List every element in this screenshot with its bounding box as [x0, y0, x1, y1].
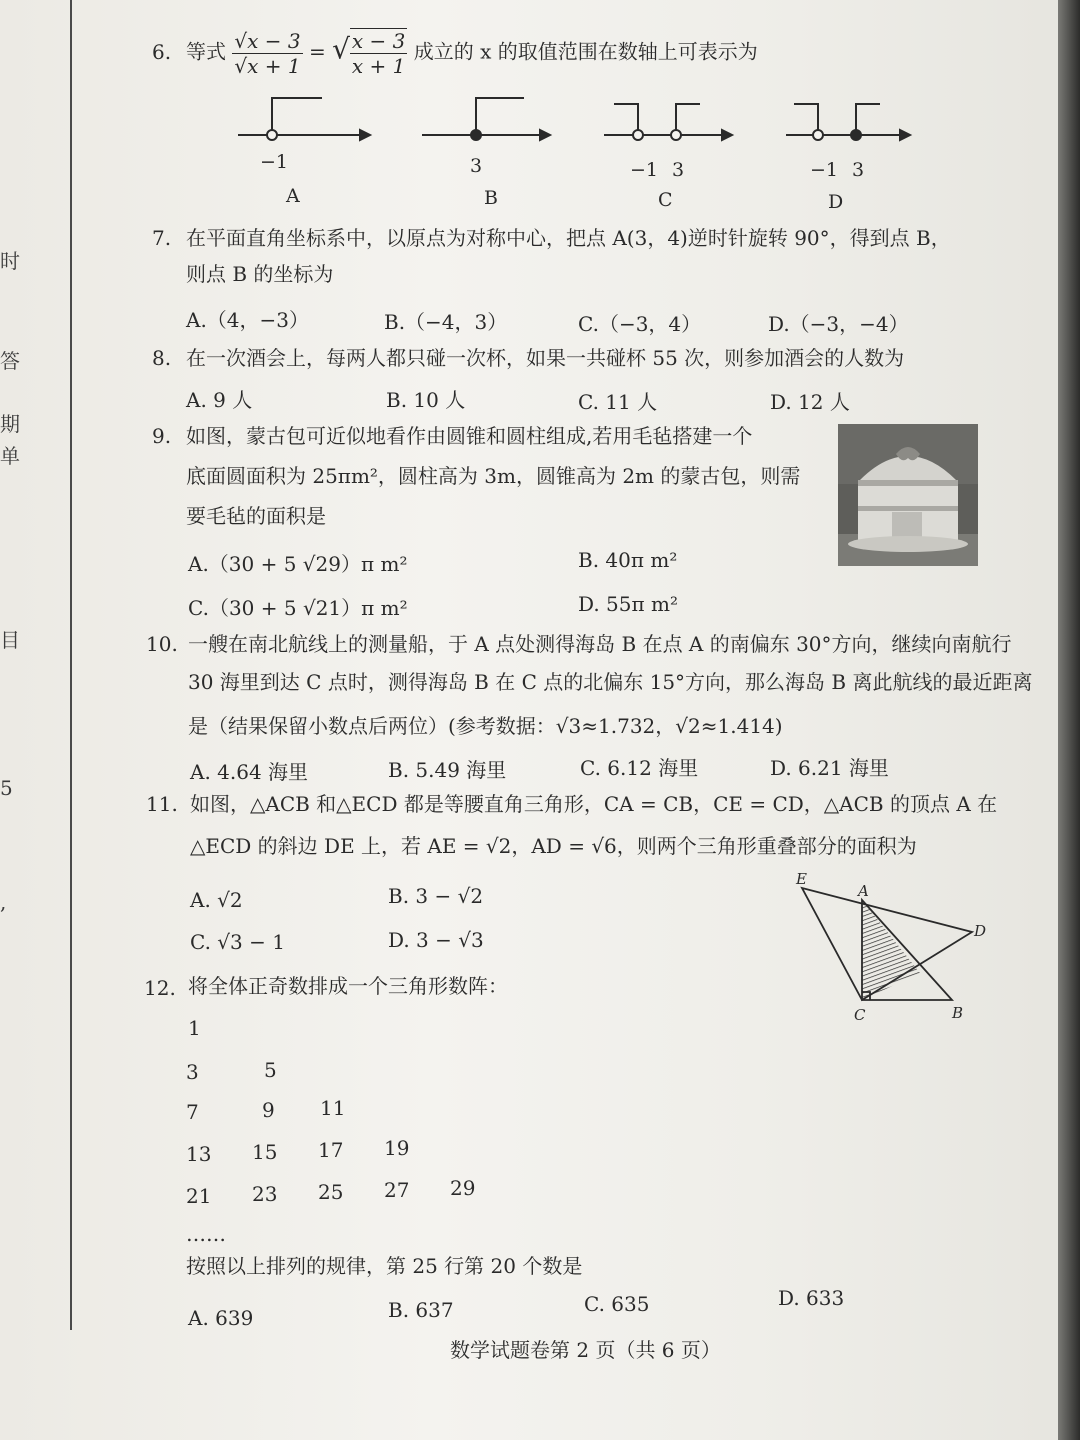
array-cell: 1	[188, 1016, 201, 1040]
arrow-icon	[360, 130, 370, 140]
option-c: C. 635	[584, 1292, 650, 1316]
array-cell: 5	[264, 1058, 277, 1082]
array-cell: 7	[186, 1100, 199, 1124]
option-d: D. 633	[778, 1286, 845, 1310]
option-a: A.（4，−3）	[186, 308, 310, 332]
option-a: A. 4.64 海里	[190, 760, 309, 784]
question-12-prompt: 按照以上排列的规律，第 25 行第 20 个数是	[186, 1254, 583, 1278]
tick-label: −1	[810, 159, 839, 181]
option-letter: D	[828, 191, 844, 213]
question-9-line3: 要毛毡的面积是	[186, 504, 326, 528]
question-number: 12.	[144, 976, 176, 1000]
option-letter: A	[286, 185, 300, 207]
lhs-fraction	[232, 29, 302, 78]
label-a: A	[858, 882, 869, 900]
array-cell: 11	[320, 1096, 346, 1120]
option-d: D.（−3，−4）	[768, 312, 909, 336]
yurt-photo	[838, 424, 978, 566]
rhs-fraction	[350, 28, 407, 78]
array-cell: 17	[318, 1138, 344, 1162]
question-11-line1: 如图，△ACB 和△ECD 都是等腰直角三角形，CA = CB，CE = CD，△ACB 的顶点 A 在	[190, 792, 998, 816]
question-8-stem: 在一次酒会上，每两人都只碰一次杯，如果一共碰杯 55 次，则参加酒会的人数为	[186, 346, 905, 370]
option-b: B. 10 人	[386, 388, 466, 412]
rhs-denominator: x + 1	[351, 54, 406, 78]
option-a: A. 639	[188, 1306, 254, 1330]
array-cell: 23	[252, 1182, 278, 1206]
question-number: 10.	[146, 632, 178, 656]
closed-point	[471, 130, 481, 140]
triangle-figure	[790, 870, 1010, 1030]
label-e: E	[796, 870, 807, 888]
overlap-region	[862, 900, 920, 1000]
array-cell: 19	[384, 1136, 410, 1160]
array-cell: 21	[186, 1184, 212, 1208]
number-line-options	[0, 80, 1080, 300]
option-b: B. 3 − √2	[388, 884, 484, 908]
option-letter: C	[658, 189, 673, 211]
sqrt-icon: √	[332, 32, 350, 66]
margin-char: 5	[0, 776, 13, 800]
arrow-icon	[722, 130, 732, 140]
label-b: B	[952, 1004, 964, 1022]
question-number: 6.	[152, 40, 172, 64]
tick-label: 3	[852, 159, 865, 181]
question-12-stem: 将全体正奇数排成一个三角形数阵：	[188, 974, 508, 998]
tick-label: −1	[260, 151, 289, 173]
array-cell: 13	[186, 1142, 212, 1166]
question-number: 11.	[146, 792, 178, 816]
margin-char: 答	[0, 349, 20, 373]
lhs-denominator: √x + 1	[234, 53, 301, 78]
margin-char: 单	[0, 444, 20, 468]
label-d: D	[974, 922, 987, 940]
array-cell: 3	[186, 1060, 199, 1084]
margin-char: 期	[0, 412, 20, 436]
open-point	[633, 130, 643, 140]
open-point	[671, 130, 681, 140]
option-a: A. 9 人	[186, 388, 253, 412]
array-cell: 15	[252, 1140, 278, 1164]
lhs-numerator: √x − 3	[234, 28, 301, 53]
question-10-line3: 是（结果保留小数点后两位）(参考数据：√3≈1.732，√2≈1.414)	[188, 714, 783, 738]
option-c: C.（−3，4）	[578, 312, 702, 336]
array-cell: 25	[318, 1180, 344, 1204]
option-d: D. 3 − √3	[388, 928, 484, 952]
tick-label: −1	[630, 159, 659, 181]
stem-suffix: 成立的 x 的取值范围在数轴上可表示为	[413, 39, 758, 64]
tick-label: 3	[672, 159, 685, 181]
question-10-line2: 30 海里到达 C 点时，测得海岛 B 在 C 点的北偏东 15°方向，那么海岛 B 离此航线的最近距离	[188, 670, 1033, 694]
label-c: C	[854, 1006, 866, 1024]
array-cell: 27	[384, 1178, 410, 1202]
margin-char: 时	[0, 249, 20, 273]
arrow-icon	[540, 130, 550, 140]
arrow-icon	[900, 130, 910, 140]
question-7-line1: 在平面直角坐标系中，以原点为对称中心，把点 A(3，4)逆时针旋转 90°，得到点 B，	[186, 226, 951, 250]
option-b: B. 5.49 海里	[388, 758, 507, 782]
rhs-numerator: x − 3	[351, 29, 406, 53]
tick-label: 3	[470, 155, 483, 177]
option-a: A. √2	[190, 888, 243, 912]
stem-prefix: 等式	[186, 39, 226, 64]
option-b: B. 637	[388, 1298, 454, 1322]
option-d: D. 55π m²	[578, 592, 678, 616]
array-ellipsis: ……	[186, 1222, 226, 1246]
option-c: C. √3 − 1	[190, 930, 285, 954]
question-10-line1: 一艘在南北航线上的测量船，于 A 点处测得海岛 B 在点 A 的南偏东 30°方向，继续向南航行	[188, 632, 1012, 656]
closed-point	[851, 130, 861, 140]
margin-char: ,	[0, 890, 7, 914]
option-d: D. 12 人	[770, 390, 850, 414]
option-b: B.（−4，3）	[384, 310, 508, 334]
option-letter: B	[484, 187, 498, 209]
array-cell: 9	[262, 1098, 275, 1122]
question-9-line1: 如图，蒙古包可近似地看作由圆锥和圆柱组成,若用毛毡搭建一个	[186, 424, 753, 448]
option-c: C.（30 + 5 √21）π m²	[188, 596, 408, 620]
open-point	[267, 130, 277, 140]
option-a: A.（30 + 5 √29）π m²	[188, 552, 408, 576]
option-d: D. 6.21 海里	[770, 756, 889, 780]
question-number: 9.	[152, 424, 172, 448]
question-7-line2: 则点 B 的坐标为	[186, 262, 334, 286]
question-number: 8.	[152, 346, 172, 370]
open-point	[813, 130, 823, 140]
margin-char: 目	[0, 628, 20, 652]
question-9-line2: 底面圆面积为 25πm²，圆柱高为 3m，圆锥高为 2m 的蒙古包，则需	[186, 464, 801, 488]
option-b: B. 40π m²	[578, 548, 678, 572]
question-11-line2: △ECD 的斜边 DE 上，若 AE = √2，AD = √6，则两个三角形重叠部分的面积为	[190, 834, 917, 858]
question-number: 7.	[152, 226, 172, 250]
array-cell: 29	[450, 1176, 476, 1200]
option-c: C. 6.12 海里	[580, 756, 699, 780]
question-6-stem: 等式 $\frac{√x - 3}{√x + 1}$ = √ $\frac{x - 3}{x + 1}$ 成立的 x 的取值范围在数轴上可表示为	[186, 28, 758, 78]
option-c: C. 11 人	[578, 390, 658, 414]
page-footer: 数学试题卷第 2 页（共 6 页）	[450, 1338, 721, 1362]
